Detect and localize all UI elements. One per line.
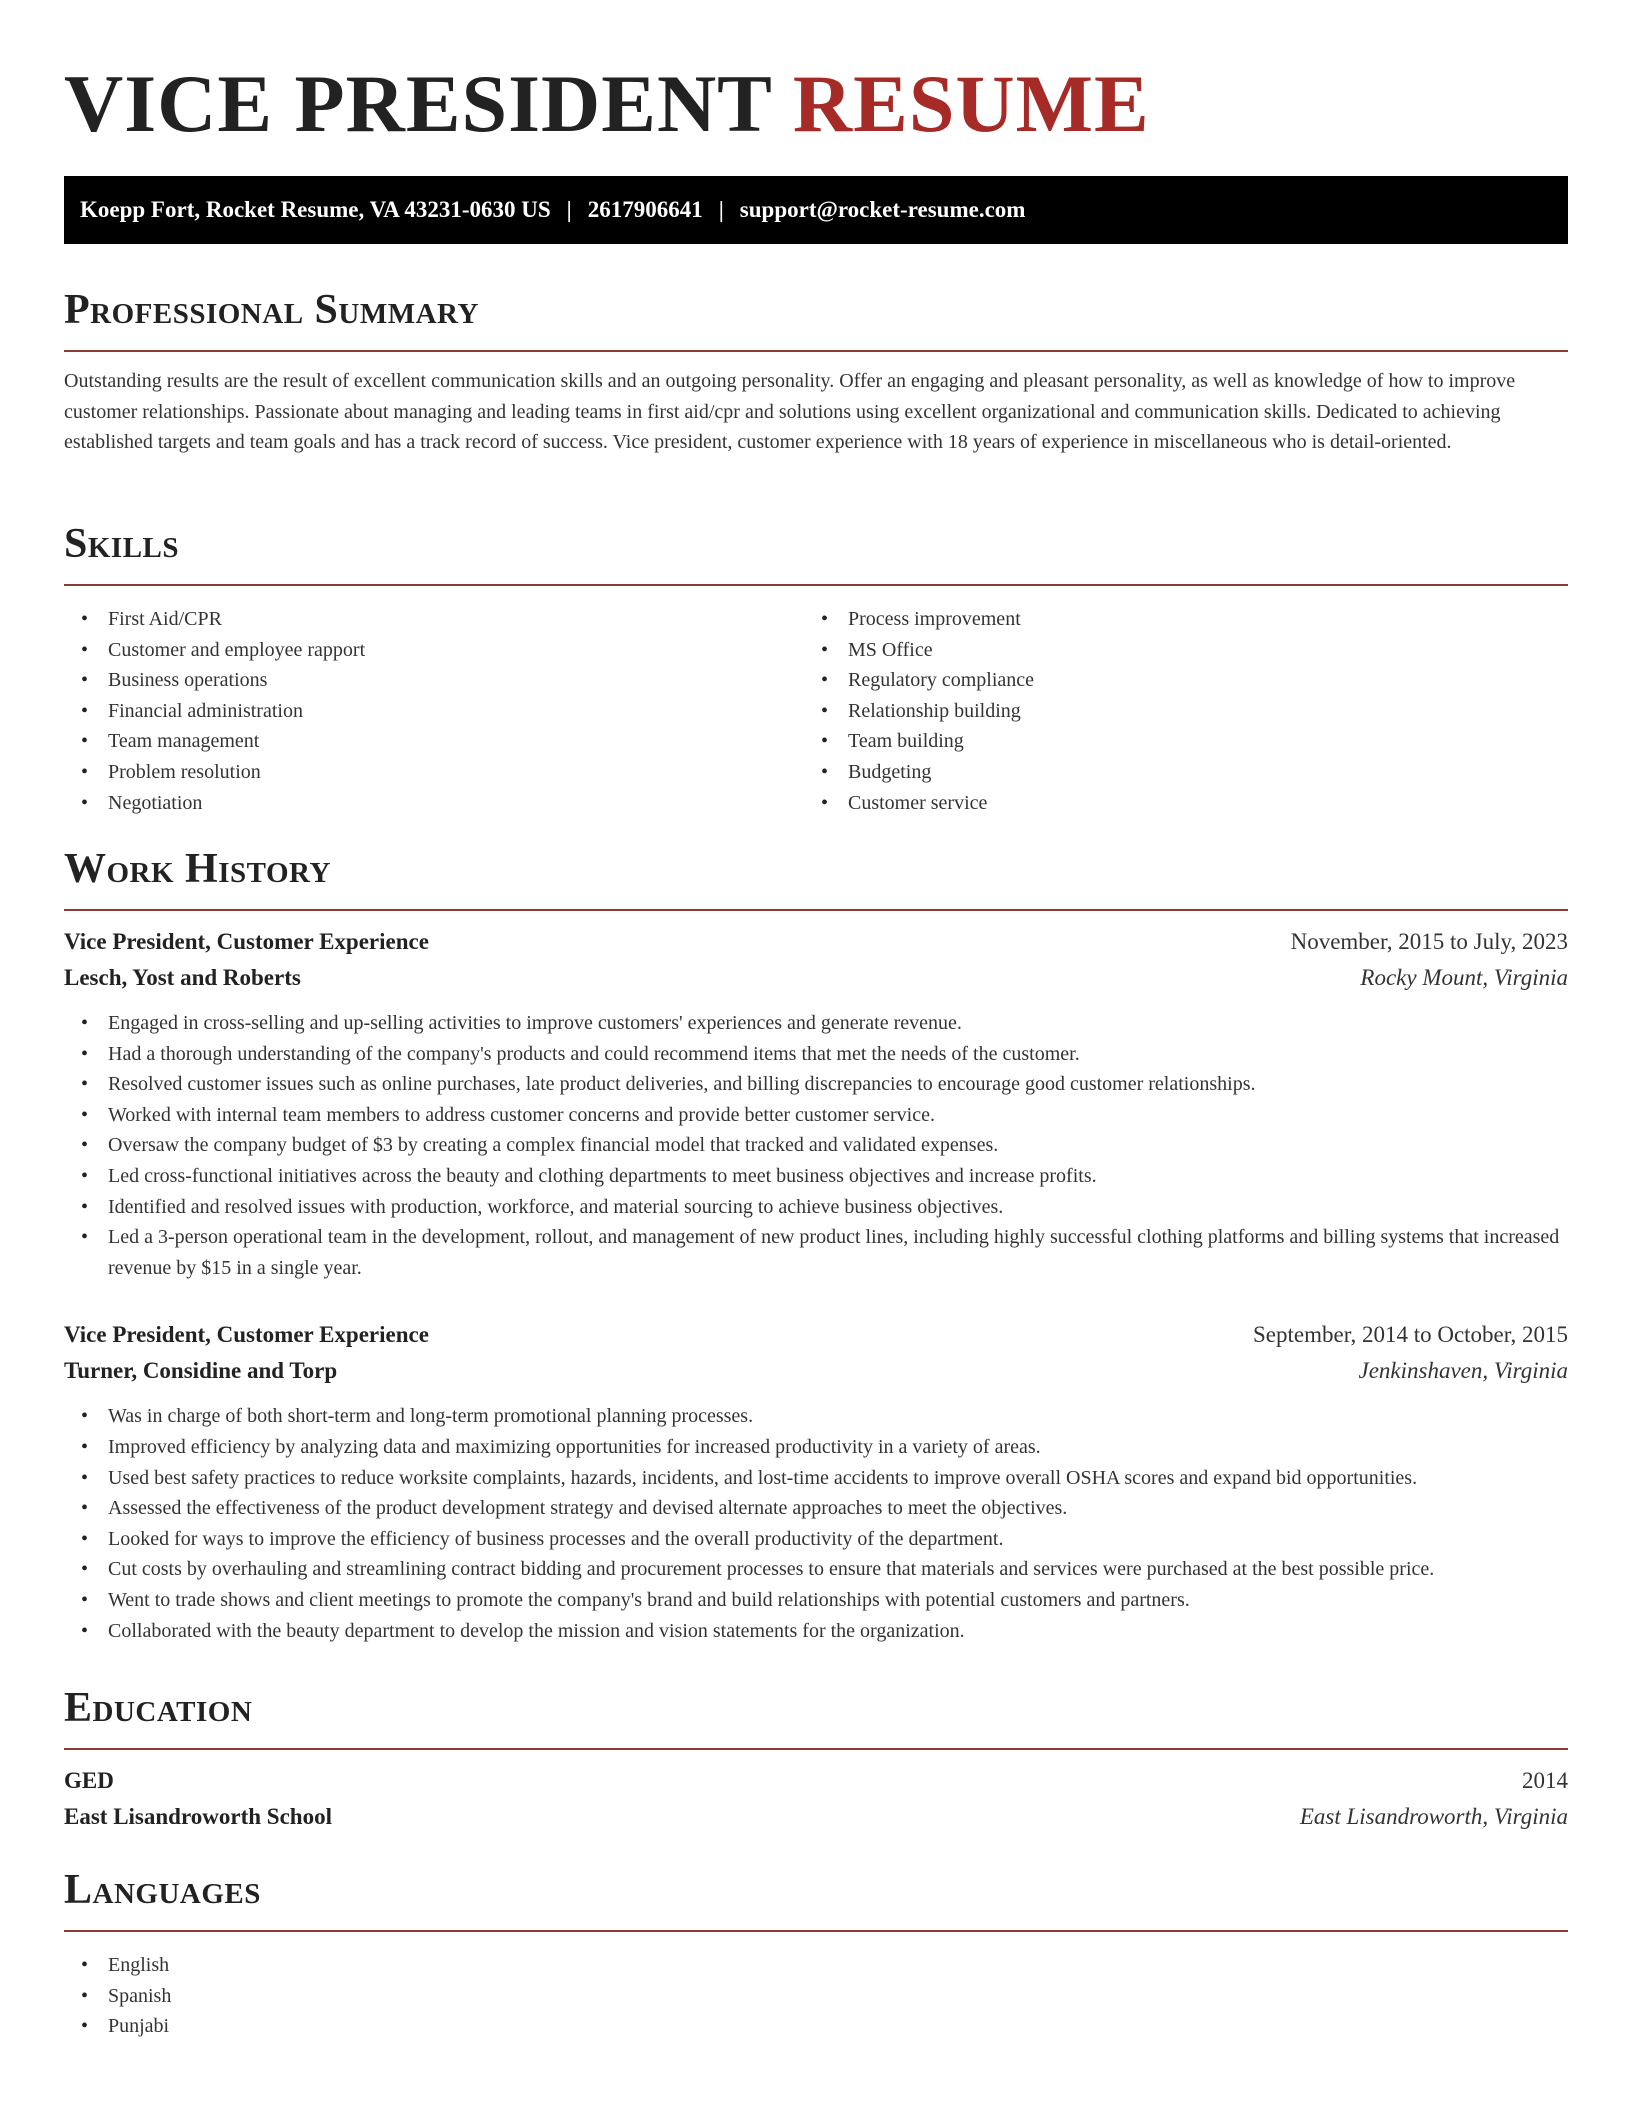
skills-list-right [804,604,1544,818]
job-title: Vice President, Customer Experience [64,1322,429,1348]
job-bullet: • Oversaw the company budget of $3 by creating a complex financial model that tracked and validated expenses. [64,1130,1568,1161]
education-degree: GED [64,1768,114,1793]
summary-section [64,284,1568,458]
job-bullet: • Engaged in cross-selling and up-selling activities to improve customers' experiences and generate revenue. [64,1008,1568,1039]
skill-item: • Negotiation [64,788,804,819]
title-main: VICE PRESIDENT [64,58,772,149]
skill-item: • Regulatory compliance [804,665,1544,696]
language-item: • English [64,1950,1568,1981]
job-entry [64,924,1568,1283]
job-dates: September, 2014 to October, 2015 [1253,1322,1568,1348]
job-company: Turner, Considine and Torp [64,1358,338,1384]
contact-separator: | [718,197,724,222]
section-divider [64,1748,1568,1750]
job-subheader [64,1353,1568,1389]
skill-item: • Business operations [64,665,804,696]
job-header [64,924,1568,960]
language-item: • Punjabi [64,2011,1568,2042]
skill-item: • MS Office [804,635,1544,666]
job-bullet: • Resolved customer issues such as online purchases, late product deliveries, and billing discrepancies to encourage good customer relationships. [64,1069,1568,1100]
resume-title [64,58,1150,150]
contact-bar [64,176,1568,244]
job-bullet: • Was in charge of both short-term and long-term promotional planning processes. [64,1401,1568,1432]
section-divider [64,584,1568,586]
job-bullet: • Had a thorough understanding of the company's products and could recommend items that met the needs of the customer. [64,1039,1568,1070]
job-bullet: • Improved efficiency by analyzing data and maximizing opportunities for increased productivity in a variety of areas. [64,1432,1568,1463]
contact-address: Koepp Fort, Rocket Resume, VA 43231-0630 US [80,197,551,222]
job-subheader [64,960,1568,996]
contact-separator: | [566,197,572,222]
job-bullet: • Collaborated with the beauty department to develop the mission and vision statements for the organization. [64,1616,1568,1647]
skill-item: • Process improvement [804,604,1544,635]
skill-item: • Relationship building [804,696,1544,727]
summary-heading: Professional Summary [64,287,479,333]
skill-item: • Customer and employee rapport [64,635,804,666]
skill-item: • Team management [64,726,804,757]
languages-list [64,1950,1568,2042]
contact-phone: 2617906641 [587,197,703,222]
job-bullet: • Assessed the effectiveness of the product development strategy and devised alternate approaches to meet the objectives. [64,1493,1568,1524]
section-divider [64,350,1568,352]
skills-list-left [64,604,804,818]
job-bullet: • Led a 3-person operational team in the development, rollout, and management of new product lines, including highly successful clothing platforms and billing systems that increased revenue by $15 in a single year. [64,1222,1568,1283]
job-bullet: • Looked for ways to improve the efficiency of business processes and the overall productivity of the department. [64,1524,1568,1555]
education-school: East Lisandroworth School [64,1804,332,1829]
skill-item: • Team building [804,726,1544,757]
skill-item: • Budgeting [804,757,1544,788]
language-item: • Spanish [64,1981,1568,2012]
education-year: 2014 [1522,1768,1568,1793]
job-bullet: • Went to trade shows and client meetings to promote the company's brand and build relationships with potential customers and partners. [64,1585,1568,1616]
education-location: East Lisandroworth, Virginia [1299,1804,1568,1829]
section-divider [64,909,1568,911]
summary-text: Outstanding results are the result of excellent communication skills and an outgoing personality. Offer an engaging and pleasant personality, as well as knowledge of how to improve customer relationships. Passionate about managing and leading teams in first aid/cpr and solutions using excellent organizational and communication skills. Dedicated to achieving established targets and team goals and has a track record of success. Vice president, customer experience with 18 years of experience in miscellaneous who is detail-oriented. [64,370,1516,453]
job-bullet: • Cut costs by overhauling and streamlining contract bidding and procurement processes to ensure that materials and services were purchased at the best possible price. [64,1554,1568,1585]
section-divider [64,1930,1568,1932]
contact-email: support@rocket-resume.com [739,197,1026,222]
job-bullet: • Used best safety practices to reduce worksite complaints, hazards, incidents, and lost-time accidents to improve overall OSHA scores and expand bid opportunities. [64,1463,1568,1494]
education-entry [64,1763,1568,1835]
job-location: Jenkinshaven, Virginia [1358,1358,1568,1384]
job-entry [64,1317,1568,1646]
job-title: Vice President, Customer Experience [64,929,429,954]
education-heading: Education [64,1685,253,1731]
skill-item: • First Aid/CPR [64,604,804,635]
skills-grid [64,604,1568,818]
job-bullet: • Led cross-functional initiatives across the beauty and clothing departments to meet business objectives and increase profits. [64,1161,1568,1192]
job-bullet: • Worked with internal team members to address customer concerns and provide better customer service. [64,1100,1568,1131]
skills-section [64,518,1568,818]
languages-section [64,1864,1568,2042]
languages-heading: Languages [64,1867,261,1913]
education-section [64,1682,1568,1835]
job-bullet: • Identified and resolved issues with production, workforce, and material sourcing to achieve business objectives. [64,1192,1568,1223]
job-bullets [64,1008,1568,1283]
work-history-section [64,843,1568,1646]
skill-item: • Customer service [804,788,1544,819]
job-bullets [64,1401,1568,1646]
job-company: Lesch, Yost and Roberts [64,965,301,990]
job-location: Rocky Mount, Virginia [1360,965,1568,990]
job-dates: November, 2015 to July, 2023 [1290,929,1568,954]
title-accent: RESUME [792,58,1150,149]
skill-item: • Problem resolution [64,757,804,788]
job-header [64,1317,1568,1353]
work-history-heading: Work History [64,846,331,892]
education-header [64,1763,1568,1799]
skills-heading: Skills [64,521,180,567]
skill-item: • Financial administration [64,696,804,727]
education-subheader [64,1799,1568,1835]
